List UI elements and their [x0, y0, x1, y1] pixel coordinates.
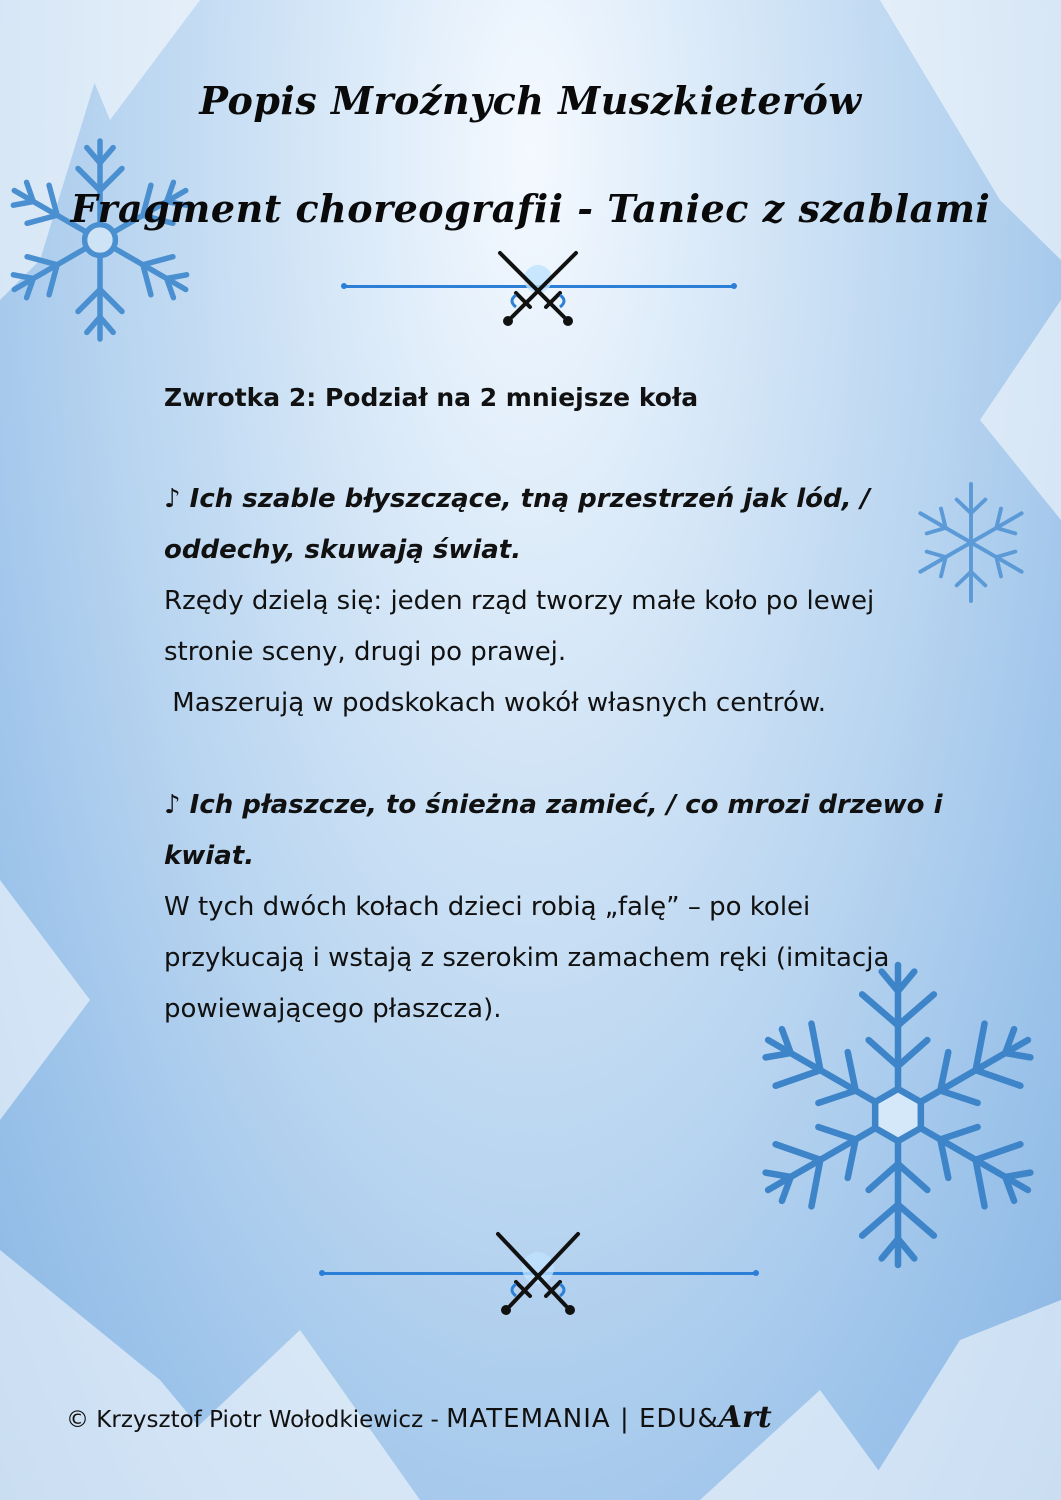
- verse-description: Rzędy dzielą się: jeden rząd tworzy małe koło po lewej stronie sceny, drugi po prawej.: [164, 586, 875, 667]
- brand-name: MATEMANIA | EDU&: [446, 1404, 719, 1434]
- crossed-sabers-icon: [486, 243, 590, 331]
- verse-description: W tych dwóch kołach dzieci robią „falę” – po kolei przykucają i wstają z szerokim zamachem ręki (imitacja powiewającego płaszcza).: [164, 892, 890, 1024]
- snowflake-icon: [0, 110, 210, 370]
- verse-block: [164, 474, 944, 729]
- verse-lyric: ♪ Ich płaszcze, to śnieżna zamieć, / co mrozi drzewo i kwiat.: [164, 790, 943, 871]
- copyright-text: © Krzysztof Piotr Wołodkiewicz -: [66, 1407, 447, 1433]
- verse-block: [164, 780, 944, 1035]
- page-title: Popis Mroźnych Muszkieterów: [199, 78, 862, 123]
- crossed-sabers-icon: [484, 1226, 592, 1320]
- verse-lyric: ♪ Ich szable błyszczące, tną przestrzeń jak lód, / oddechy, skuwają świat.: [164, 484, 871, 565]
- choreography-content: [164, 372, 944, 1035]
- page-subtitle: Fragment choreografii - Taniec z szablami: [70, 186, 991, 231]
- footer-credits: [66, 1400, 772, 1435]
- section-heading: Zwrotka 2: Podział na 2 mniejsze koła: [164, 383, 699, 412]
- brand-art: Art: [718, 1400, 772, 1435]
- verse-description: Maszerują w podskokach wokół własnych centrów.: [164, 688, 827, 718]
